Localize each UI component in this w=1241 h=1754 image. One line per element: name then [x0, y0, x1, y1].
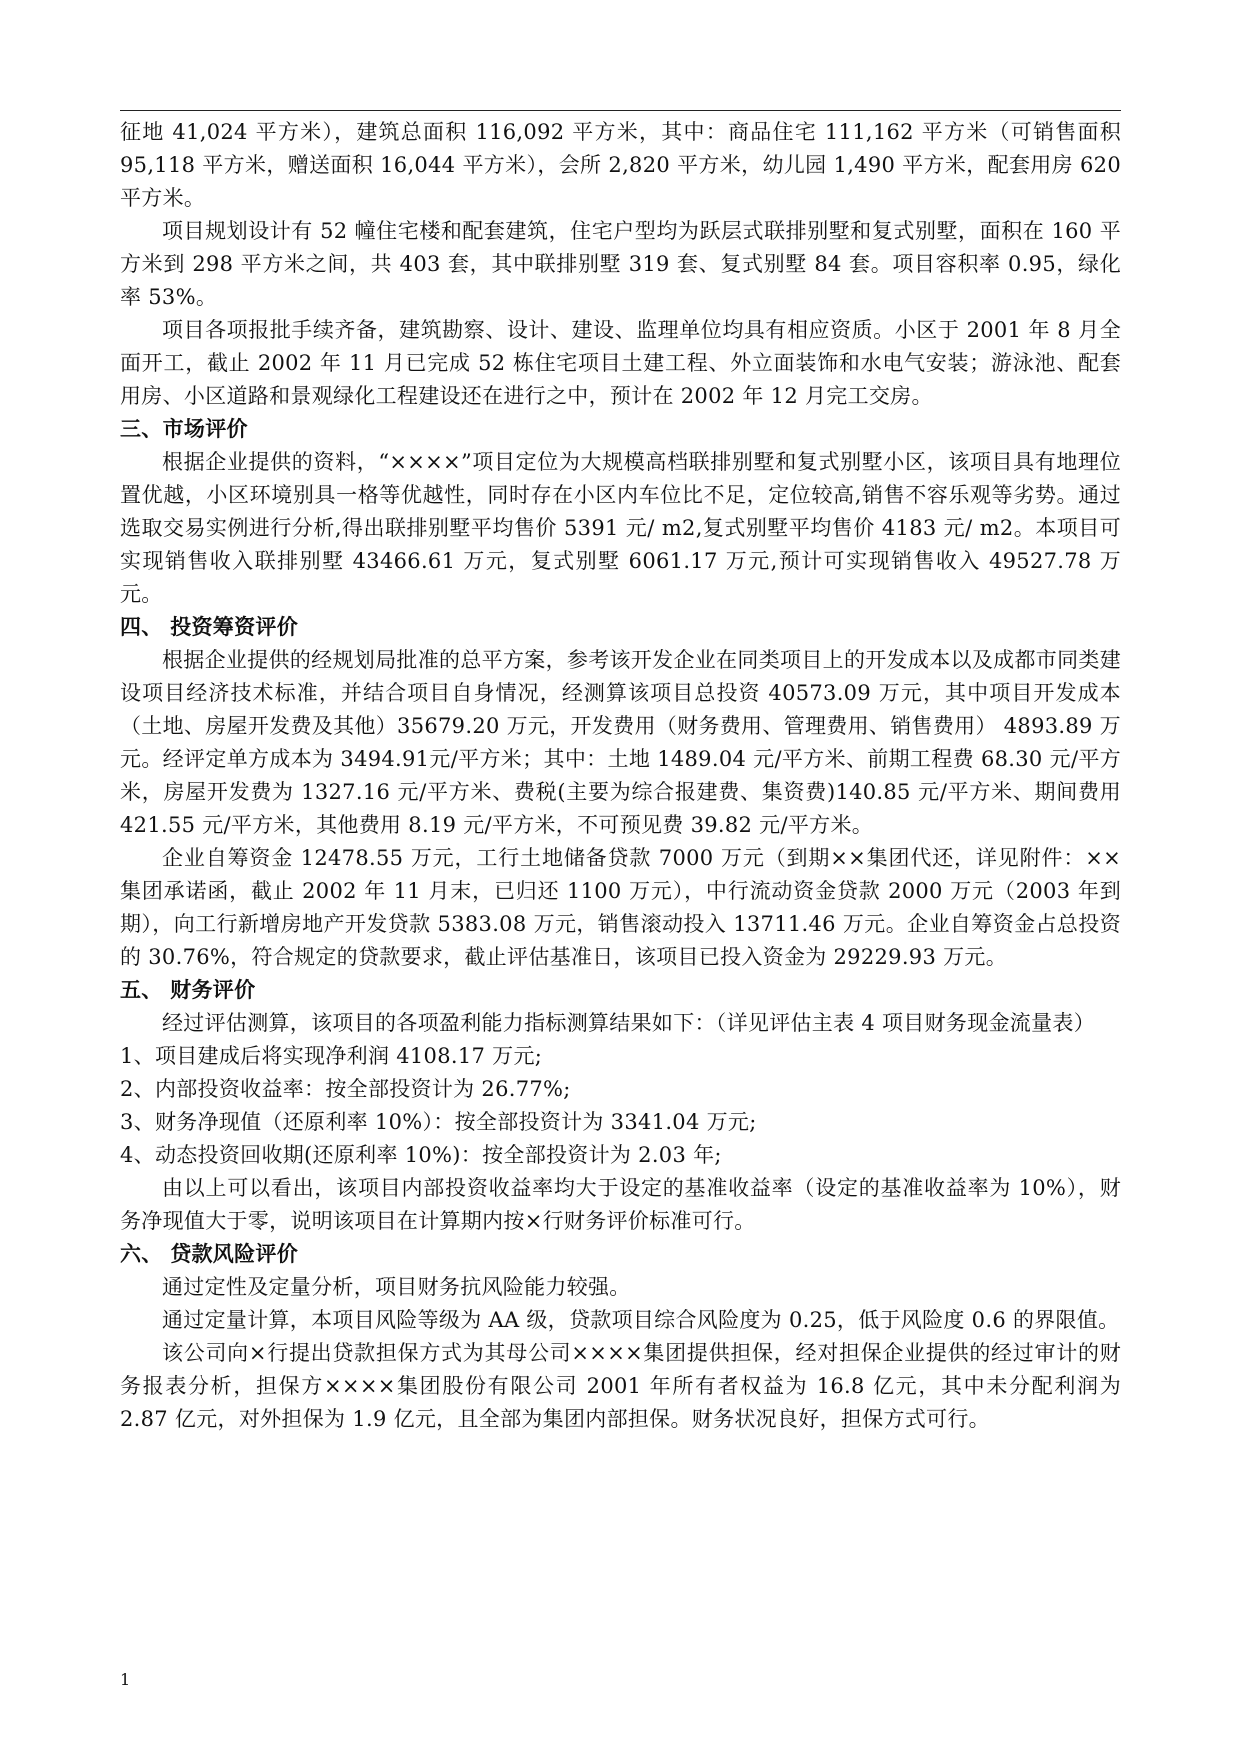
header-rule: [120, 110, 1121, 111]
body-paragraph: 由以上可以看出，该项目内部投资收益率均大于设定的基准收益率（设定的基准收益率为 10%），财务净现值大于零，说明该项目在计算期内按×行财务评价标准可行。: [120, 1176, 1121, 1233]
body-paragraph: 该公司向×行提出贷款担保方式为其母公司××××集团提供担保，经对担保企业提供的经过审计的财务报表分析，担保方××××集团股份有限公司 2001 年所有者权益为 16.8 亿元，其中未分配利润为 2.87 亿元，对外担保为 1.9 亿元，且全部为集团内部担保。财务状况良好，担保方式可行。: [120, 1341, 1121, 1431]
section-heading: 三、市场评价: [120, 417, 248, 441]
body-paragraph: 通过定量计算，本项目风险等级为 AA 级，贷款项目综合风险度为 0.25，低于风险度 0.6 的界限值。: [162, 1308, 1120, 1332]
body-paragraph: 经过评估测算，该项目的各项盈利能力指标测算结果如下：（详见评估主表 4 项目财务现金流量表）: [162, 1011, 1096, 1035]
document-body: [120, 116, 1121, 1436]
body-paragraph: 3、财务净现值（还原利率 10%）：按全部投资计为 3341.04 万元;: [120, 1110, 757, 1134]
body-paragraph: 根据企业提供的经规划局批准的总平方案，参考该开发企业在同类项目上的开发成本以及成都市同类建设项目经济技术标准，并结合项目自身情况，经测算该项目总投资 40573.09 万元，其中项目开发成本（土地、房屋开发费及其他）35679.20 万元，开发费用（财务费用、管理费用、销售费用） 4893.89 万元。经评定单方成本为 3494.91元/平方米；其中：土地 1489.04 元/平方米、前期工程费 68.30 元/平方米，房屋开发费为 1327.16 元/平方米、费税(主要为综合报建费、集资费)140.85 元/平方米、期间费用 421.55 元/平方米，其他费用 8.19 元/平方米，不可预见费 39.82 元/平方米。: [120, 648, 1121, 837]
body-paragraph: 4、动态投资回收期(还原利率 10%)：按全部投资计为 2.03 年;: [120, 1143, 722, 1167]
page-number: 1: [120, 1670, 131, 1689]
body-paragraph: 项目规划设计有 52 幢住宅楼和配套建筑，住宅户型均为跃层式联排别墅和复式别墅，面积在 160 平方米到 298 平方米之间，共 403 套，其中联排别墅 319 套、复式别墅 84 套。项目容积率 0.95，绿化率 53%。: [120, 219, 1121, 309]
section-heading: 四、 投资筹资评价: [120, 615, 299, 639]
body-paragraph: 1、项目建成后将实现净利润 4108.17 万元;: [120, 1044, 543, 1068]
body-paragraph: 通过定性及定量分析，项目财务抗风险能力较强。: [162, 1275, 631, 1299]
section-heading: 五、 财务评价: [120, 978, 256, 1002]
body-paragraph: 根据企业提供的资料，“××××”项目定位为大规模高档联排别墅和复式别墅小区，该项目具有地理位置优越，小区环境别具一格等优越性，同时存在小区内车位比不足，定位较高,销售不容乐观等劣势。通过选取交易实例进行分析,得出联排别墅平均售价 5391 元/ m2,复式别墅平均售价 4183 元/ m2。本项目可实现销售收入联排别墅 43466.61 万元，复式别墅 6061.17 万元,预计可实现销售收入 49527.78 万元。: [120, 450, 1121, 606]
section-heading: 六、 贷款风险评价: [120, 1242, 299, 1266]
body-paragraph: 企业自筹资金 12478.55 万元，工行土地储备贷款 7000 万元（到期××集团代还，详见附件：××集团承诺函，截止 2002 年 11 月末，已归还 1100 万元），中行流动资金贷款 2000 万元（2003 年到期），向工行新增房地产开发贷款 5383.08 万元，销售滚动投入 13711.46 万元。企业自筹资金占总投资的 30.76%，符合规定的贷款要求，截止评估基准日，该项目已投入资金为 29229.93 万元。: [120, 846, 1121, 969]
body-paragraph: 征地 41,024 平方米），建筑总面积 116,092 平方米，其中：商品住宅 111,162 平方米（可销售面积 95,118 平方米，赠送面积 16,044 平方米），会所 2,820 平方米，幼儿园 1,490 平方米，配套用房 620 平方米。: [120, 120, 1121, 210]
body-paragraph: 2、内部投资收益率：按全部投资计为 26.77%;: [120, 1077, 571, 1101]
body-paragraph: 项目各项报批手续齐备，建筑勘察、设计、建设、监理单位均具有相应资质。小区于 2001 年 8 月全面开工，截止 2002 年 11 月已完成 52 栋住宅项目土建工程、外立面装饰和水电气安装；游泳池、配套用房、小区道路和景观绿化工程建设还在进行之中，预计在 2002 年 12 月完工交房。: [120, 318, 1121, 408]
